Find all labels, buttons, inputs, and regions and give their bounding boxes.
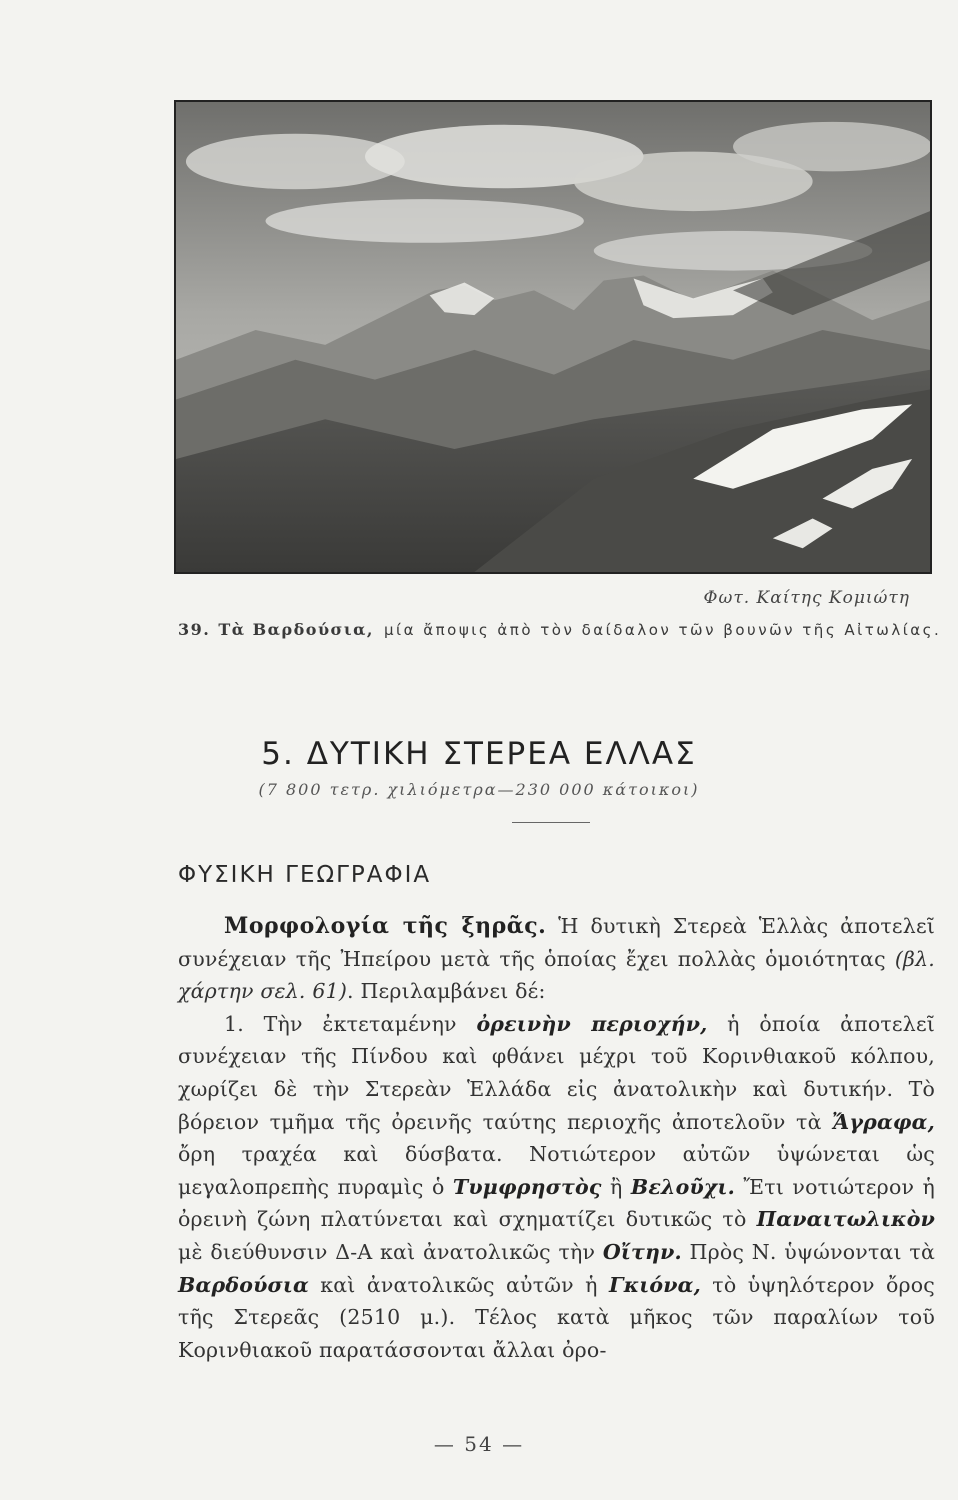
paragraph-lead: Μορφολογία τῆς ξηρᾶς.: [224, 913, 547, 939]
figure-number: 39.: [178, 620, 211, 639]
map-reference: (βλ. χάρτην σελ. 61): [178, 946, 935, 1004]
text-run: μὲ διεύθυνσιν Δ-Α καὶ ἀνατολικῶς τὴν: [178, 1239, 603, 1264]
text-run: Πρὸς Ν. ὑψώνονται τὰ: [681, 1239, 935, 1264]
text-run: Ἡ δυτικὴ Στερεὰ Ἑλλὰς ἀποτελεῖ συνέχειαν τῆς Ἠπείρου μετὰ τῆς ὁποίας ἔχει πολλὰς ὁμοιότητας: [178, 914, 935, 971]
term-agrafa: Ἄγραφα,: [832, 1109, 935, 1134]
divider: [512, 822, 590, 823]
term-tymfristos: Τυμφρηστὸς: [452, 1174, 602, 1199]
term-vardousia: Βαρδούσια: [178, 1272, 309, 1297]
text-run: καὶ ἀνατολικῶς αὐτῶν ἡ: [308, 1272, 609, 1297]
text-run: 1. Τὴν ἐκτεταμένην: [224, 1011, 477, 1036]
figure-title: Τὰ Βαρδούσια,: [218, 620, 374, 639]
subsection-heading: ΦΥΣΙΚΗ ΓΕΩΓΡΑΦΙΑ: [178, 862, 432, 888]
text-run: τὸ ὑψηλότερον ὄρος τῆς Στερεᾶς (2510 μ.). Τέλος κατὰ μῆκος τῶν παραλίων τοῦ Κορινθιακοῦ παρατάσσονται ἄλλαι ὀρο-: [178, 1272, 935, 1362]
body-text: [178, 910, 935, 1366]
mountain-photo: [174, 100, 932, 574]
page-number: — 54 —: [433, 1432, 525, 1456]
mountain-photo-image: [176, 102, 930, 572]
text-run: ἢ: [601, 1174, 631, 1199]
section-title: 5. ΔΥΤΙΚΗ ΣΤΕΡΕΑ ΕΛΛΑΣ: [261, 736, 697, 772]
term-giona: Γκιόνα,: [608, 1272, 701, 1297]
paragraph-2: [178, 1008, 935, 1367]
text-run: . Περιλαμβάνει δέ:: [347, 979, 546, 1004]
term-oiti: Οἴτην.: [602, 1239, 682, 1264]
term-velouchi: Βελοῦχι.: [630, 1174, 736, 1199]
term-mountain-region: ὀρεινὴν περιοχήν,: [476, 1011, 708, 1036]
figure-caption: [178, 620, 942, 639]
text-run: ὄρη τραχέα καὶ δύσβατα. Νοτιώτερον αὐτῶν ὑψώνεται ὡς μεγαλοπρεπὴς πυραμὶς ὁ: [178, 1142, 935, 1199]
paragraph-1: [178, 910, 935, 1008]
photo-credit: Φωτ. Καίτης Κομιώτη: [703, 588, 910, 608]
text-run: ἡ ὁποία ἀποτελεῖ συνέχειαν τῆς Πίνδου καὶ φθάνει μέχρι τοῦ Κορινθιακοῦ κόλπου, χωρίζει δὲ τὴν Στερεὰν Ἑλλάδα εἰς ἀνατολικὴν καὶ δυτικήν. Τὸ βόρειον τμῆμα τῆς ὀρεινῆς ταύτης περιοχῆς ἀποτελοῦν τὰ: [178, 1011, 936, 1134]
term-panaitoliko: Παναιτωλικὸν: [756, 1207, 935, 1232]
text-run: Ἔτι νοτιώτερον ἡ ὀρεινὴ ζώνη πλατύνεται καὶ σχηματίζει δυτικῶς τὸ: [178, 1174, 936, 1232]
section-subtitle: (7 800 τετρ. χιλιόμετρα—230 000 κάτοικοι): [258, 780, 700, 799]
figure-description: μία ἄποψις ἀπὸ τὸν δαίδαλον τῶν βουνῶν τῆς Αἰτωλίας.: [383, 621, 942, 639]
